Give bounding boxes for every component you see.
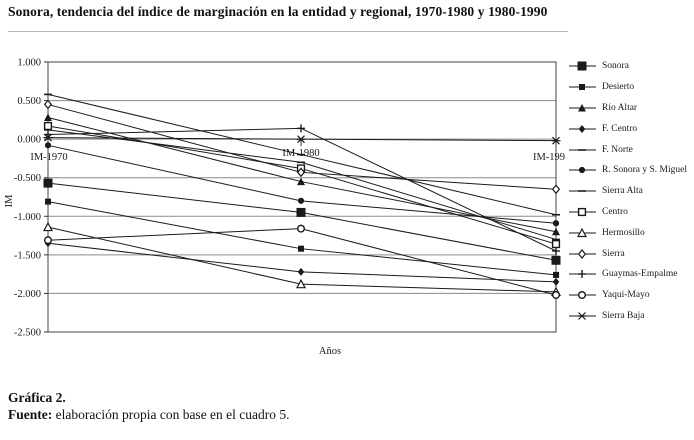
y-tick-label: -0.500 (13, 173, 41, 185)
legend-label: Centro (602, 206, 628, 217)
legend-item-f-centro (568, 118, 694, 139)
filled-diamond-marker-icon (579, 125, 586, 133)
open-triangle-marker-icon (44, 223, 52, 231)
legend-label: Hermosillo (602, 227, 645, 238)
title-divider (8, 31, 568, 32)
legend-label: Sierra Alta (602, 186, 643, 197)
legend-label: R. Sonora y S. Miguel (602, 165, 687, 176)
filled-square-marker-icon (298, 246, 304, 252)
filled-square-large-marker-icon (552, 256, 561, 265)
legend-label: F. Centro (602, 123, 638, 134)
dash-icon (568, 185, 598, 197)
caption-label: Gráfica 2. (8, 390, 66, 405)
legend-item-sierra-baja (568, 306, 694, 327)
chart-title: Sonora, tendencia del índice de marginación en la entidad y regional, 1970-1980 y 1980-1990 (8, 4, 548, 19)
legend-item-hermosillo (568, 222, 694, 243)
filled-triangle-marker-icon (44, 114, 52, 122)
y-tick-label: 0.000 (17, 134, 41, 146)
source-text: elaboración propia con base en el cuadro 5. (52, 406, 290, 422)
dash-icon (568, 144, 598, 156)
filled-diamond-icon (568, 123, 598, 135)
filled-triangle-icon (568, 102, 598, 114)
open-circle-marker-icon (553, 292, 560, 299)
caption (8, 390, 290, 423)
legend-item-sierra (568, 243, 694, 264)
open-triangle-icon (568, 227, 598, 239)
legend-label: Desierto (602, 82, 635, 93)
open-circle-marker-icon (579, 292, 586, 299)
filled-square-large-marker-icon (578, 62, 587, 71)
x-tick-label: IM-1980 (282, 148, 320, 160)
open-square-icon (568, 206, 598, 218)
legend-label: F. Norte (602, 144, 633, 155)
y-axis-title: IM (4, 194, 15, 208)
filled-circle-marker-icon (298, 198, 304, 204)
y-tick-label: -2.000 (13, 288, 41, 300)
plus-icon (568, 268, 598, 280)
legend-label: Sierra (602, 248, 625, 259)
legend-item-f-norte (568, 139, 694, 160)
filled-square-large-marker-icon (297, 208, 306, 217)
x-tick-label: IM-199 (532, 152, 566, 164)
legend-item-sierra-alta (568, 181, 694, 202)
filled-diamond-marker-icon (553, 278, 560, 286)
filled-circle-marker-icon (45, 142, 51, 148)
filled-square-marker-icon (579, 84, 585, 90)
legend-item-sonora (568, 56, 694, 77)
legend-label: Guaymas-Empalme (602, 269, 678, 280)
open-diamond-marker-icon (45, 100, 52, 108)
open-diamond-icon (568, 248, 598, 260)
legend-label: Sierra Baja (602, 310, 645, 321)
open-square-marker-icon (45, 123, 52, 130)
y-tick-label: -1.000 (13, 211, 41, 223)
filled-square-marker-icon (553, 272, 559, 278)
y-tick-label: 0.500 (17, 96, 41, 108)
x-axis-title: Años (318, 346, 342, 357)
open-circle-marker-icon (298, 225, 305, 232)
legend-label: Río Altar (602, 102, 638, 113)
filled-square-large-icon (568, 60, 598, 72)
legend-item-desierto (568, 77, 694, 98)
legend-item-centro (568, 202, 694, 223)
y-tick-label: -1.500 (13, 250, 41, 262)
source-label: Fuente: (8, 406, 53, 422)
open-circle-icon (568, 289, 598, 301)
filled-circle-marker-icon (553, 220, 559, 226)
open-diamond-marker-icon (579, 250, 586, 258)
line-chart (0, 38, 566, 372)
open-circle-marker-icon (45, 237, 52, 244)
series-line-guaymas-empalme (48, 128, 556, 251)
open-diamond-marker-icon (553, 185, 560, 193)
filled-square-marker-icon (45, 199, 51, 205)
filled-diamond-marker-icon (298, 268, 305, 276)
filled-square-large-marker-icon (44, 179, 53, 188)
x-cross-icon (568, 310, 598, 322)
legend-item-guaymas-empalme (568, 264, 694, 285)
legend-item-r-o-altar (568, 98, 694, 119)
x-tick-label: IM-1970 (30, 152, 68, 164)
filled-circle-icon (568, 164, 598, 176)
legend-item-r-sonora-y-s-miguel (568, 160, 694, 181)
filled-circle-marker-icon (579, 167, 585, 173)
series-line-sierra (48, 104, 556, 189)
legend-label: Sonora (602, 61, 629, 72)
y-tick-label: 1.000 (17, 57, 41, 69)
y-tick-label: -2.500 (13, 327, 41, 339)
filled-square-icon (568, 81, 598, 93)
legend (568, 56, 694, 326)
open-square-marker-icon (579, 209, 586, 216)
legend-item-yaqui-mayo (568, 285, 694, 306)
legend-label: Yaqui-Mayo (602, 290, 650, 301)
open-square-marker-icon (553, 241, 560, 248)
